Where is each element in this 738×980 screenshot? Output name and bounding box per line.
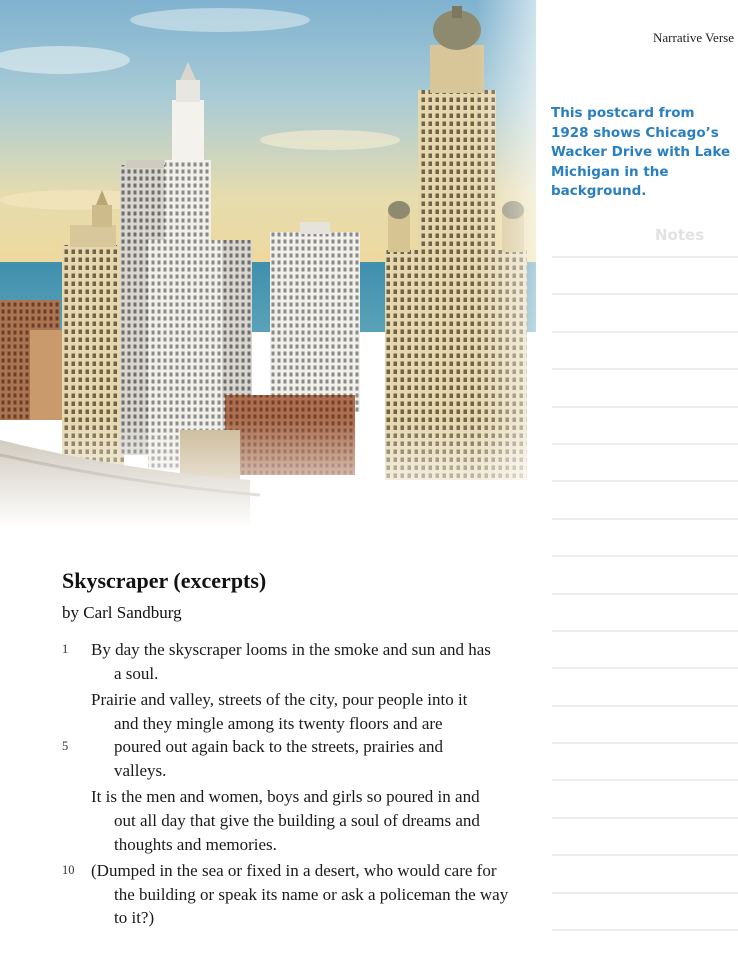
notes-line[interactable] bbox=[552, 480, 738, 517]
poem-line bbox=[0, 906, 548, 930]
line-text: a soul. bbox=[114, 663, 159, 683]
poem-stanza bbox=[0, 859, 548, 930]
poem-line bbox=[0, 759, 548, 783]
notes-line[interactable] bbox=[552, 293, 738, 330]
line-text: out all day that give the building a soul of dreams and bbox=[114, 810, 480, 830]
line-text: the building or speak its name or ask a policeman the way bbox=[114, 884, 509, 904]
line-text: poured out again back to the streets, prairies and bbox=[114, 737, 444, 757]
notes-line[interactable] bbox=[552, 817, 738, 854]
poem-line bbox=[0, 662, 548, 686]
poem-line bbox=[0, 638, 548, 662]
line-text: thoughts and memories. bbox=[114, 834, 277, 854]
poem-stanza bbox=[0, 638, 548, 685]
notes-line[interactable] bbox=[552, 705, 738, 742]
line-number: 10 bbox=[62, 862, 75, 877]
notes-line[interactable] bbox=[552, 518, 738, 555]
postcard-image bbox=[0, 0, 536, 528]
section-label: Narrative Verse bbox=[653, 30, 734, 45]
notes-line[interactable] bbox=[552, 630, 738, 667]
notes-line[interactable] bbox=[552, 779, 738, 816]
notes-lines[interactable] bbox=[552, 256, 738, 966]
poem-stanza bbox=[0, 785, 548, 856]
poem-line bbox=[0, 883, 548, 907]
notes-line[interactable] bbox=[552, 892, 738, 929]
image-caption: This postcard from 1928 shows Chicago’s Wacker Drive with Lake Michigan in the background. bbox=[551, 105, 731, 199]
line-text: (Dumped in the sea or fixed in a desert, who would care for bbox=[91, 860, 497, 880]
notes-line[interactable] bbox=[552, 443, 738, 480]
notes-line[interactable] bbox=[552, 854, 738, 891]
line-number: 1 bbox=[62, 642, 69, 656]
poem-author: by Carl Sandburg bbox=[62, 603, 182, 622]
notes-line[interactable] bbox=[552, 742, 738, 779]
line-text: valleys. bbox=[114, 761, 167, 781]
line-text: By day the skyscraper looms in the smoke and sun and has bbox=[91, 640, 491, 659]
line-text: Prairie and valley, streets of the city, pour people into it bbox=[91, 689, 468, 709]
poem-title: Skyscraper (excerpts) bbox=[62, 568, 267, 593]
line-number: 5 bbox=[62, 739, 69, 754]
poem-line bbox=[0, 833, 548, 857]
notes-line[interactable] bbox=[552, 555, 738, 592]
poem-line bbox=[0, 785, 548, 809]
poem-line bbox=[0, 735, 548, 759]
poem-line bbox=[0, 712, 548, 736]
notes-heading: Notes bbox=[655, 226, 705, 244]
notes-line[interactable] bbox=[552, 667, 738, 704]
poem-body bbox=[0, 638, 548, 932]
poem-line bbox=[0, 688, 548, 712]
poem-line bbox=[0, 859, 548, 883]
line-text: and they mingle among its twenty floors and are bbox=[114, 713, 443, 733]
notes-line[interactable] bbox=[552, 929, 738, 966]
poem-line bbox=[0, 809, 548, 833]
notes-line[interactable] bbox=[552, 331, 738, 368]
notes-line[interactable] bbox=[552, 368, 738, 405]
notes-line[interactable] bbox=[552, 593, 738, 630]
notes-line[interactable] bbox=[552, 256, 738, 293]
line-text: It is the men and women, boys and girls so poured in and bbox=[91, 787, 480, 807]
notes-line[interactable] bbox=[552, 406, 738, 443]
poem-stanza bbox=[0, 688, 548, 783]
line-text: to it?) bbox=[114, 908, 155, 928]
